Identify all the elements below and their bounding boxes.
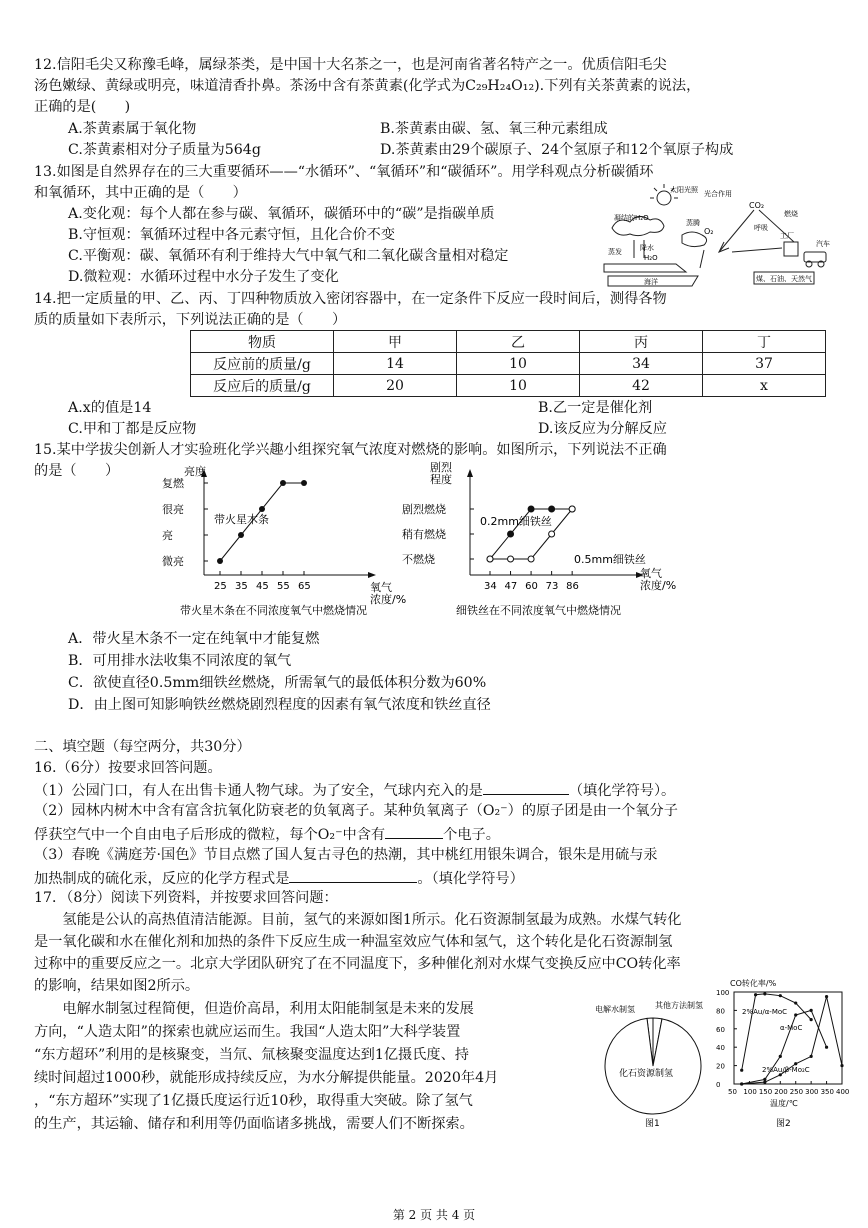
data-point — [840, 1064, 843, 1067]
q16-stem: 16.（6分）按要求回答问题。 — [34, 760, 222, 776]
table-cell: 反应前的质量/g — [191, 353, 334, 375]
y-axis-title: CO转化率/% — [730, 979, 777, 988]
hydrogen-source-pie — [593, 990, 713, 1130]
x-tick-label: 300 — [805, 1088, 819, 1096]
h2o-cloud-label: 凝结的H₂O — [614, 214, 649, 222]
table-cell: 42 — [580, 375, 703, 397]
q17-line-10: 的生产，其运输、储存和利用等仍面临诸多挑战，需要人们不断探索。 — [34, 1116, 474, 1132]
y-tick-label: 微亮 — [162, 555, 184, 568]
q14-option-a: A.x的值是14 — [68, 400, 152, 416]
data-point — [825, 1046, 828, 1049]
page-footer: 第 2 页 共 4 页 — [392, 1208, 476, 1222]
x-tick-label: 47 — [504, 581, 518, 592]
table-row — [191, 375, 826, 397]
burn-label: 燃烧 — [784, 210, 798, 218]
q14-option-d: D.该反应为分解反应 — [538, 421, 667, 437]
q16-part-1-text: （1）公园门口，有人在出售卡通人物气球。为了安全，气球内充入的是 — [34, 783, 483, 799]
y-axis-title: 亮度 — [184, 465, 206, 478]
q12-option-c: C.茶黄素相对分子质量为564g — [68, 142, 261, 158]
data-point — [763, 1078, 766, 1081]
data-point — [740, 1082, 743, 1085]
x-tick-label: 55 — [277, 581, 290, 592]
answer-blank[interactable] — [289, 868, 417, 883]
data-point — [794, 1013, 797, 1016]
q13-option-d: D.微粒观：水循环过程中水分子发生了变化 — [68, 269, 339, 285]
q16-part-2b-end: 个电子。 — [443, 827, 500, 843]
q14-option-b: B.乙一定是催化剂 — [538, 400, 653, 416]
fig1-caption: 图1 — [645, 1119, 660, 1129]
q16-part-2a: （2）园林内树木中含有富含抗氧化防衰老的负氧离子。某种负氧离子（O₂⁻）的原子团是由一个氧分子 — [34, 803, 678, 819]
table-cell: 37 — [703, 353, 826, 375]
sun-label: 太阳光照 — [670, 186, 698, 194]
y-tick-label: 很亮 — [162, 503, 184, 516]
table-row — [191, 331, 826, 353]
breath-label: 呼吸 — [754, 224, 768, 232]
photo-label: 光合作用 — [704, 190, 732, 198]
q17-line-8: 续时间超过1000秒，就能形成持续反应，为水分解提供能量。2020年4月 — [34, 1070, 499, 1086]
x-tick-label: 60 — [525, 581, 538, 592]
o2-label: O₂ — [704, 227, 714, 236]
series-label-wood: 带火星木条 — [214, 513, 269, 526]
q16-part-3b-text: 加热制成的硫化汞，反应的化学方程式是 — [34, 871, 290, 887]
q17-line-7: “东方超环”利用的是核聚变，当氘、氚核聚变温度达到1亿摄氏度、持 — [34, 1047, 469, 1063]
data-point — [549, 531, 555, 537]
data-point — [508, 531, 514, 537]
h2o-rain-label: H₂O — [644, 254, 658, 262]
y-tick-label: 80 — [716, 1007, 725, 1016]
q16-part-1 — [34, 780, 675, 800]
x-tick-label: 86 — [566, 581, 579, 592]
series-label-au-alpha: 2%Au/α-MoC — [742, 1008, 788, 1016]
y-tick-label: 20 — [716, 1062, 725, 1071]
data-point — [810, 1018, 813, 1021]
q15-option-a: A．带火星木条不一定在纯氧中才能复燃 — [68, 631, 320, 647]
x-tick-label: 73 — [545, 581, 559, 592]
y-tick-label: 复燃 — [162, 477, 184, 490]
y-axis-title: 剧烈程度 — [430, 461, 452, 486]
data-point — [810, 1055, 813, 1058]
data-point — [763, 1081, 766, 1084]
table-header-cell: 甲 — [334, 331, 457, 353]
table-header-cell: 丁 — [703, 331, 826, 353]
y-tick-label: 60 — [716, 1025, 725, 1034]
y-tick-label: 不燃烧 — [402, 553, 435, 566]
data-point — [794, 1062, 797, 1065]
data-point — [763, 992, 766, 995]
q12-stem-2: 汤色嫩绿、黄绿或明亮，味道清香扑鼻。茶汤中含有茶黄素(化学式为C₂₉H₂₄O₁₂).下列有关茶黄素的说法， — [34, 78, 701, 94]
wood-splint-chart — [160, 463, 410, 623]
q17-line-1: 氢能是公认的高热值清洁能源。目前，氢气的来源如图1所示。化石资源制氢最为成熟。水煤气转化 — [34, 912, 682, 928]
x-tick-label: 45 — [256, 581, 269, 592]
series-label-wire-05: 0.5mm细铁丝 — [574, 553, 646, 566]
q17-line-3: 过称中的重要反应之一。北京大学团队研究了在不同温度下，多种催化剂对水煤气变换反应中CO转化率 — [34, 956, 681, 972]
car-label: 汽车 — [816, 240, 830, 248]
x-tick-label: 350 — [820, 1088, 834, 1096]
table-row — [191, 353, 826, 375]
table-cell: 10 — [457, 375, 580, 397]
series-label-wire-02: 0.2mm细铁丝 — [480, 515, 552, 528]
q17-line-9: ，“东方超环”实现了1亿摄氏度运行近10秒，取得重大突破。除了氢气 — [34, 1093, 473, 1109]
q17-line-5: 电解水制氢过程简便，但造价高昂，利用太阳能制氢是未来的发展 — [34, 1001, 474, 1017]
x-axis-title: 温度/℃ — [770, 1099, 798, 1108]
x-tick-label: 250 — [789, 1088, 804, 1096]
q15-stem-1: 15.某中学拔尖创新人才实验班化学兴趣小组探究氧气浓度对燃烧的影响。如图所示，下列说法不正确 — [34, 442, 667, 458]
q17-line-2: 是一氧化碳和水在催化剂和加热的条件下反应生成一种温室效应气体和氢气，这个转化是化石资源制氢 — [34, 934, 673, 950]
table-cell: 14 — [334, 353, 457, 375]
y-tick-label: 40 — [716, 1044, 725, 1053]
data-point — [280, 480, 286, 486]
q13-stem-1: 13.如图是自然界存在的三大重要循环——“水循环”、“氧循环”和“碳循环”。用学科观点分析碳循环 — [34, 164, 654, 180]
x-tick-label: 400 — [836, 1088, 850, 1096]
series-label-au-beta: 2%Au/β-Mo₂C — [762, 1066, 810, 1074]
q17-line-4: 的影响，结果如图2所示。 — [34, 978, 200, 994]
table-cell: 20 — [334, 375, 457, 397]
q13-option-c: C.平衡观：碳、氧循环有利于维持大气中氧气和二氧化碳含量相对稳定 — [68, 248, 509, 264]
x-tick-label: 150 — [758, 1088, 773, 1096]
x-tick-label: 65 — [298, 581, 311, 592]
iron-wire-chart — [400, 463, 680, 623]
data-point — [754, 993, 757, 996]
data-point — [549, 506, 555, 512]
q15-option-d: D．由上图可知影响铁丝燃烧剧烈程度的因素有氧气浓度和铁丝直径 — [68, 697, 491, 713]
mass-table — [190, 330, 826, 397]
data-point — [794, 1001, 797, 1004]
sun-icon — [657, 191, 671, 205]
data-point — [740, 1069, 743, 1072]
data-point — [528, 506, 534, 512]
x-tick-label: 25 — [214, 581, 227, 592]
x-tick-label: 34 — [484, 581, 497, 592]
q16-part-3b-end: 。（填化学符号） — [417, 871, 524, 887]
table-cell: 34 — [580, 353, 703, 375]
x-tick-label: 200 — [774, 1088, 788, 1096]
data-point — [779, 1055, 782, 1058]
chart-caption-wood: 带火星木条在不同浓度氧气中燃烧情况 — [180, 604, 367, 617]
answer-blank[interactable] — [483, 780, 569, 795]
fuel-label: 煤、石油、天然气 — [756, 275, 812, 283]
q15-stem-2: 的是（ ） — [34, 463, 120, 479]
data-point — [301, 480, 307, 486]
q16-part-1-end: （填化学符号）。 — [568, 783, 676, 799]
q17-stem: 17．（8分）阅读下列资料，并按要求回答问题： — [34, 890, 338, 906]
y-tick-label: 亮 — [162, 529, 173, 542]
q14-stem-2: 质的质量如下表所示，下列说法正确的是（ ） — [34, 312, 347, 328]
q12-stem-1: 12.信阳毛尖又称豫毛峰，属绿茶类，是中国十大名茶之一，也是河南省著名特产之一。优质信阳毛尖 — [34, 57, 667, 73]
data-point — [810, 1009, 813, 1012]
data-point — [217, 558, 223, 564]
pie-label-elec: 电解水制氢 — [595, 1005, 635, 1014]
chart-caption-wire: 细铁丝在不同浓度氧气中燃烧情况 — [456, 604, 621, 617]
table-header-cell: 乙 — [457, 331, 580, 353]
rain-label: 降水 — [640, 244, 654, 252]
section-heading: 二、填空题（每空两分，共30分） — [34, 739, 251, 755]
q14-stem-1: 14.把一定质量的甲、乙、丙、丁四种物质放入密闭容器中，在一定条件下反应一段时间后，测得各物 — [34, 291, 667, 307]
q16-part-3a: （3）春晚《满庭芳·国色》节目点燃了国人复古寻色的热潮，其中桃红用银朱调合，银朱是用硫与汞 — [34, 847, 658, 863]
data-point — [238, 532, 244, 538]
q17-line-6: 方向，“人造太阳”的探索也就应运而生。我国“人造太阳”大科学装置 — [34, 1024, 461, 1040]
answer-blank[interactable] — [385, 824, 443, 839]
data-point — [779, 994, 782, 997]
y-tick-label: 剧烈燃烧 — [402, 503, 446, 516]
evap-label: 蒸腾 — [686, 219, 700, 227]
q12-stem-3: 正确的是( ) — [34, 99, 131, 115]
pie-label-other: 其他方法制氢 — [655, 1001, 703, 1010]
co-conversion-chart — [712, 976, 848, 1132]
data-point — [259, 506, 265, 512]
q15-option-c: C．欲使直径0.5mm细铁丝燃烧，所需氧气的最低体积分数为60% — [68, 675, 487, 691]
q13-stem-2: 和氧循环，其中正确的是（ ） — [34, 185, 247, 201]
x-axis-title: 氧气浓度/% — [640, 567, 677, 592]
evap2-label: 蒸发 — [608, 248, 622, 256]
x-tick-label: 50 — [728, 1088, 737, 1096]
x-tick-label: 100 — [743, 1088, 757, 1096]
factory-label: 工厂 — [780, 232, 794, 240]
data-point — [569, 506, 575, 512]
q12-option-b: B.茶黄素由碳、氢、氧三种元素组成 — [380, 121, 608, 137]
y-tick-label: 稍有燃烧 — [402, 528, 446, 541]
q16-part-3b — [34, 868, 524, 888]
q16-part-2b — [34, 824, 500, 844]
data-point — [825, 995, 828, 998]
q12-option-d: D.茶黄素由29个碳原子、24个氢原子和12个氧原子构成 — [380, 142, 734, 158]
y-tick-label: 0 — [716, 1081, 721, 1089]
q13-option-b: B.守恒观：氧循环过程中各元素守恒，且化合价不变 — [68, 227, 396, 243]
q13-option-a: A.变化观：每个人都在参与碳、氧循环，碳循环中的“碳”是指碳单质 — [68, 206, 495, 222]
table-header-cell: 物质 — [191, 331, 334, 353]
pie-label-fossil: 化石资源制氢 — [619, 1069, 674, 1079]
y-tick-label: 100 — [716, 989, 730, 997]
table-cell: x — [703, 375, 826, 397]
q16-part-2b-text: 俘获空气中一个自由电子后形成的微粒，每个O₂⁻中含有 — [34, 827, 386, 843]
table-cell: 10 — [457, 353, 580, 375]
table-header-cell: 丙 — [580, 331, 703, 353]
ocean-label: 海洋 — [644, 278, 658, 286]
series-line — [742, 994, 811, 1070]
cycle-diagram — [604, 180, 842, 288]
q14-option-c: C.甲和丁都是反应物 — [68, 421, 197, 437]
x-tick-label: 35 — [235, 581, 248, 592]
fig2-caption: 图2 — [776, 1119, 791, 1129]
co2-label: CO₂ — [749, 201, 765, 210]
data-point — [508, 556, 514, 562]
q12-option-a: A.茶黄素属于氧化物 — [68, 121, 197, 137]
x-axis-title: 氧气浓度/% — [370, 581, 407, 606]
data-point — [487, 556, 493, 562]
series-label-alpha: α-MoC — [780, 1024, 803, 1032]
q15-option-b: B．可用排水法收集不同浓度的氧气 — [68, 653, 292, 669]
table-cell: 反应后的质量/g — [191, 375, 334, 397]
car-icon — [804, 252, 826, 262]
data-point — [528, 556, 534, 562]
